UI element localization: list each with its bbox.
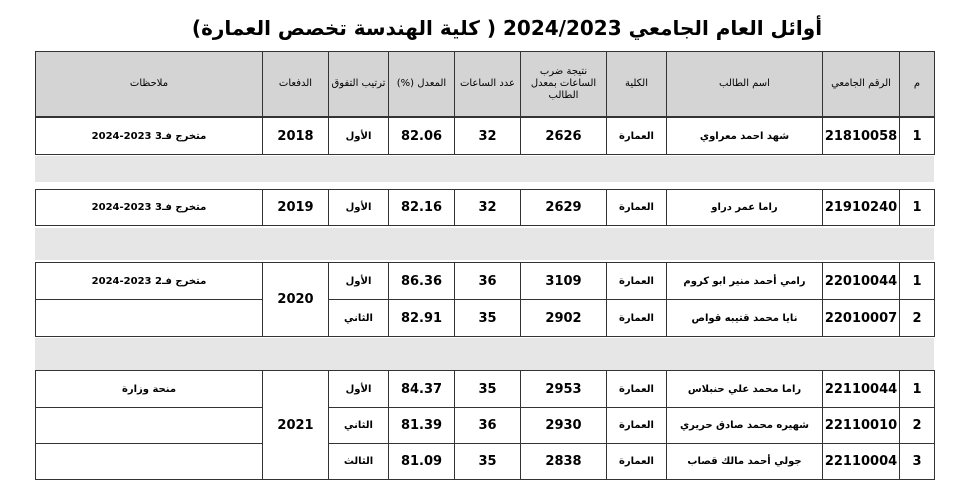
cell-college: العمارة [607,190,667,226]
cell-rank: الثالث [329,444,389,480]
cell-batch: 2021 [263,371,329,480]
cell-notes: متخرج فـ2 2023-2024 [36,263,263,300]
cell-result: 2902 [521,300,607,337]
cell-name: شهد احمد معراوي [667,118,823,155]
col-header-notes: ملاحظات [36,52,263,117]
col-header-result-line1: نتيجة ضرب [539,66,588,77]
cell-index: 1 [900,190,935,226]
cell-gpa: 81.39 [389,408,455,444]
cell-index: 1 [900,371,935,408]
cell-hours: 36 [455,263,521,300]
col-header-id: الرقم الجامعي [823,52,900,117]
cell-batch: 2019 [263,190,329,226]
cell-result: 3109 [521,263,607,300]
table-row [36,118,935,155]
cell-result: 2626 [521,118,607,155]
cell-rank: الأول [329,263,389,300]
cell-rank: الأول [329,190,389,226]
cell-id: 22110004 [823,444,900,480]
cell-name: رامي أحمد منير ابو كروم [667,263,823,300]
table-row [36,300,935,337]
cell-result: 2629 [521,190,607,226]
cell-hours: 36 [455,408,521,444]
cell-rank: الثاني [329,408,389,444]
cell-batch: 2020 [263,263,329,337]
cell-hours: 35 [455,371,521,408]
cell-notes: منحة وزارة [36,371,263,408]
cell-name: شهيره محمد صادق حريري [667,408,823,444]
cell-college: العمارة [607,444,667,480]
batch-section-2019 [35,189,935,226]
cell-id: 22110010 [823,408,900,444]
cell-index: 3 [900,444,935,480]
page-title-text: أوائل العام الجامعي 2024/2023 ( كلية الهندسة تخصص العمارة) [191,16,823,40]
table-row [36,190,935,226]
col-header-batch: الدفعات [263,52,329,117]
col-header-college: الكلية [607,52,667,117]
cell-college: العمارة [607,408,667,444]
table-row [36,263,935,300]
section-gap [35,228,934,260]
col-header-rank: ترتيب التفوق [329,52,389,117]
cell-result: 2953 [521,371,607,408]
cell-hours: 35 [455,444,521,480]
table-row [36,444,935,480]
col-header-index: م [900,52,935,117]
batch-section-2020 [35,262,935,337]
cell-name: جولي أحمد مالك قصاب [667,444,823,480]
cell-id: 21810058 [823,118,900,155]
cell-gpa: 82.06 [389,118,455,155]
cell-index: 2 [900,300,935,337]
cell-name: نايا محمد قتيبه قواص [667,300,823,337]
cell-id: 21910240 [823,190,900,226]
cell-hours: 32 [455,118,521,155]
col-header-gpa: المعدل (%) [389,52,455,117]
col-header-result [521,52,607,117]
section-gap [35,156,934,182]
cell-id: 22110044 [823,371,900,408]
cell-gpa: 86.36 [389,263,455,300]
cell-index: 1 [900,118,935,155]
cell-college: العمارة [607,300,667,337]
section-gap [35,338,934,370]
cell-gpa: 84.37 [389,371,455,408]
cell-hours: 32 [455,190,521,226]
cell-college: العمارة [607,118,667,155]
cell-rank: الثاني [329,300,389,337]
cell-rank: الأول [329,118,389,155]
cell-notes: متخرج فـ3 2023-2024 [36,118,263,155]
col-header-name: اسم الطالب [667,52,823,117]
header-row [36,52,935,117]
col-header-hours: عدد الساعات [455,52,521,117]
cell-college: العمارة [607,371,667,408]
cell-batch: 2018 [263,118,329,155]
table-row [36,371,935,408]
cell-notes: متخرج فـ3 2023-2024 [36,190,263,226]
col-header-result-line3: الطالب [548,90,579,101]
cell-notes [36,300,263,337]
page-title [0,16,954,40]
cell-notes [36,444,263,480]
col-header-result-line2: الساعات بمعدل [530,78,597,89]
cell-gpa: 82.16 [389,190,455,226]
cell-gpa: 81.09 [389,444,455,480]
cell-college: العمارة [607,263,667,300]
batch-section-2021 [35,370,935,480]
header-table [35,51,935,117]
cell-gpa: 82.91 [389,300,455,337]
cell-name: راما عمر دراو [667,190,823,226]
cell-notes [36,408,263,444]
cell-result: 2930 [521,408,607,444]
cell-id: 22010044 [823,263,900,300]
cell-name: راما محمد علي حنبلاس [667,371,823,408]
cell-index: 1 [900,263,935,300]
cell-hours: 35 [455,300,521,337]
cell-index: 2 [900,408,935,444]
table-row [36,408,935,444]
cell-result: 2838 [521,444,607,480]
cell-id: 22010007 [823,300,900,337]
batch-section-2018 [35,117,935,155]
cell-rank: الأول [329,371,389,408]
